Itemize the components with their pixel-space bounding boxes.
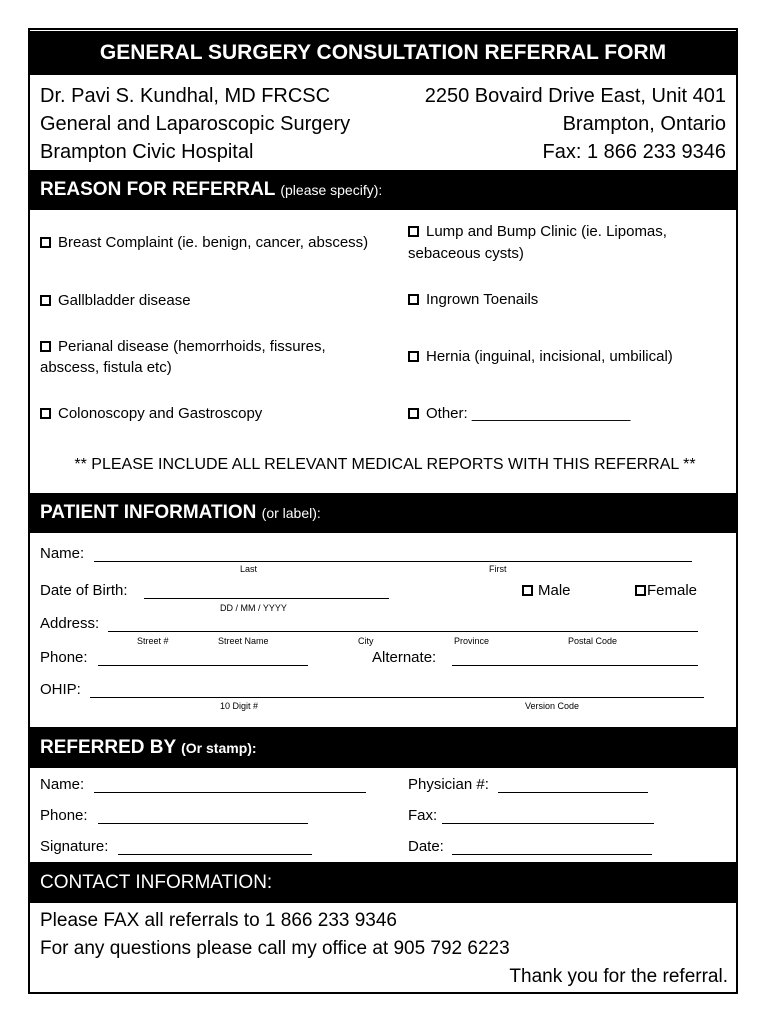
referred-note: (Or stamp):: [181, 740, 257, 756]
reason-heading: REASON FOR REFERRAL: [40, 179, 276, 200]
option-other[interactable]: [408, 405, 630, 422]
option-label: Ingrown Toenails: [426, 291, 539, 308]
address-field[interactable]: [108, 631, 698, 632]
dob-field[interactable]: [144, 598, 389, 599]
first-name-hint: First: [489, 564, 507, 574]
ohip-label: OHIP:: [40, 681, 81, 698]
option-label: Other: ___________________: [426, 405, 631, 422]
reason-section-header: [30, 170, 736, 210]
alternate-phone-label: Alternate:: [372, 649, 437, 666]
patient-phone-label: Phone:: [40, 649, 88, 666]
checkbox-icon[interactable]: [408, 351, 419, 362]
checkbox-icon[interactable]: [522, 585, 533, 596]
last-name-hint: Last: [240, 564, 258, 574]
street-number-hint: Street #: [137, 636, 169, 646]
option-label: Perianal disease (hemorrhoids, fissures,: [58, 338, 326, 355]
doctor-specialty: General and Laparoscopic Surgery: [40, 113, 351, 135]
city-hint: City: [358, 636, 374, 646]
signature-label: Signature:: [40, 838, 109, 855]
checkbox-icon[interactable]: [408, 408, 419, 419]
date-label: Date:: [408, 838, 444, 855]
physician-number-label: Physician #:: [408, 776, 489, 793]
checkbox-icon[interactable]: [408, 294, 419, 305]
referrer-phone-label: Phone:: [40, 807, 88, 824]
address-label: Address:: [40, 615, 100, 632]
title-bar: [30, 31, 736, 75]
checkbox-icon[interactable]: [408, 226, 419, 237]
checkbox-icon[interactable]: [40, 408, 51, 419]
contact-section-header: [30, 862, 736, 903]
form-title: GENERAL SURGERY CONSULTATION REFERRAL FORM: [99, 41, 667, 64]
female-label: Female: [647, 582, 698, 599]
thank-you-line: Thank you for the referral.: [509, 966, 728, 987]
signature-field[interactable]: [118, 854, 312, 855]
checkbox-icon[interactable]: [635, 585, 646, 596]
female-option[interactable]: [635, 582, 697, 599]
physician-number-field[interactable]: [498, 792, 648, 793]
option-label: Hernia (inguinal, incisional, umbilical): [426, 348, 673, 365]
option-gallbladder[interactable]: [40, 292, 191, 309]
alternate-phone-field[interactable]: [452, 665, 698, 666]
province-hint: Province: [454, 636, 490, 646]
doctor-name: Dr. Pavi S. Kundhal, MD FRCSC: [40, 85, 331, 107]
patient-section-header: [30, 493, 736, 533]
option-lump-bump[interactable]: [408, 223, 667, 240]
option-label: Breast Complaint (ie. benign, cancer, abscess): [58, 234, 369, 251]
referred-section-header: [30, 727, 736, 768]
contact-fax-line: Please FAX all referrals to 1 866 233 9346: [40, 910, 398, 931]
checkbox-icon[interactable]: [40, 341, 51, 352]
doctor-address-line2: Brampton, Ontario: [562, 113, 726, 135]
referrer-name-label: Name:: [40, 776, 85, 793]
option-ingrown-toenails[interactable]: [408, 291, 538, 308]
postal-code-hint: Postal Code: [568, 636, 618, 646]
option-breast[interactable]: [40, 234, 368, 251]
doctor-fax: Fax: 1 866 233 9346: [542, 141, 726, 163]
male-label: Male: [538, 582, 571, 599]
version-code-hint: Version Code: [525, 701, 580, 711]
patient-phone-field[interactable]: [98, 665, 308, 666]
option-colonoscopy[interactable]: [40, 405, 262, 422]
male-option[interactable]: [522, 582, 571, 599]
option-label: Gallbladder disease: [58, 292, 191, 309]
referrer-name-field[interactable]: [94, 792, 366, 793]
patient-name-field[interactable]: [94, 561, 692, 562]
contact-heading: CONTACT INFORMATION:: [40, 872, 273, 893]
patient-heading: PATIENT INFORMATION: [40, 502, 257, 523]
checkbox-icon[interactable]: [40, 295, 51, 306]
option-lump-bump-cont: sebaceous cysts): [408, 245, 524, 262]
doctor-address-line1: 2250 Bovaird Drive East, Unit 401: [424, 85, 726, 107]
reports-notice: ** PLEASE INCLUDE ALL RELEVANT MEDICAL REPORTS WITH THIS REFERRAL **: [74, 456, 696, 473]
ohip-number-hint: 10 Digit #: [220, 701, 259, 711]
referrer-fax-label: Fax:: [408, 807, 438, 824]
contact-phone-line: For any questions please call my office at 905 792 6223: [40, 938, 510, 959]
ohip-field[interactable]: [90, 697, 704, 698]
checkbox-icon[interactable]: [40, 237, 51, 248]
referrer-phone-field[interactable]: [98, 823, 308, 824]
option-perianal[interactable]: [40, 338, 326, 355]
option-hernia[interactable]: [408, 348, 673, 365]
referred-heading: REFERRED BY: [40, 737, 176, 758]
reason-note: (please specify):: [280, 182, 383, 198]
referrer-fax-field[interactable]: [442, 823, 654, 824]
dob-format-hint: DD / MM / YYYY: [220, 603, 287, 613]
patient-name-label: Name:: [40, 545, 85, 562]
doctor-hospital: Brampton Civic Hospital: [40, 141, 254, 163]
option-label: Colonoscopy and Gastroscopy: [58, 405, 263, 422]
street-name-hint: Street Name: [218, 636, 269, 646]
option-label: Lump and Bump Clinic (ie. Lipomas,: [426, 223, 667, 240]
option-perianal-cont: abscess, fistula etc): [40, 359, 172, 376]
dob-label: Date of Birth:: [40, 582, 128, 599]
date-field[interactable]: [452, 854, 652, 855]
patient-note: (or label):: [261, 505, 321, 521]
